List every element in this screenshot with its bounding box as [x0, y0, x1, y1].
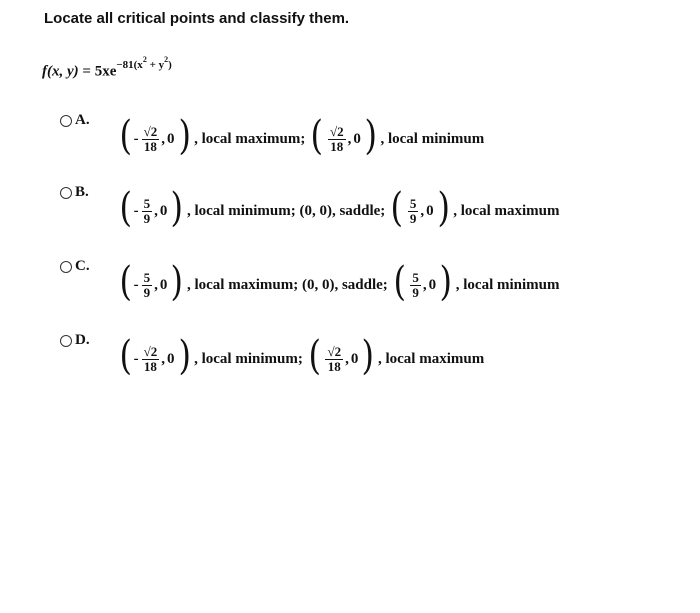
y-coordinate: 0	[167, 350, 175, 367]
question-text: Locate all critical points and classify them.	[44, 10, 350, 27]
option-b-label: B.	[75, 184, 89, 200]
sign: -	[133, 350, 139, 367]
denominator: 18	[327, 358, 341, 374]
classification-1: , local maximum;	[194, 130, 306, 147]
classification-2: , local maximum	[453, 202, 560, 219]
right-paren-icon: )	[178, 333, 191, 379]
sign: -	[133, 276, 139, 293]
denominator: 18	[143, 138, 157, 154]
option-c-label: C.	[75, 258, 90, 274]
fraction	[408, 197, 419, 225]
option-b-answer: ( - $\frac{5}{9}$ , 0 ) , local minimum; (0, 0), saddle; ( $\frac{5}{9}$ , 0 ) , local maximum	[119, 185, 560, 231]
denominator: 9	[143, 210, 151, 226]
right-paren-icon: )	[439, 259, 453, 305]
numerator: √2	[143, 343, 158, 359]
right-paren-icon: )	[361, 333, 375, 379]
left-paren-icon: (	[119, 259, 133, 305]
function-definition	[42, 55, 172, 81]
fraction	[410, 271, 421, 299]
function-exponent	[116, 55, 172, 71]
right-paren-icon: )	[170, 259, 184, 305]
fraction	[328, 125, 346, 153]
fraction	[142, 197, 153, 225]
left-paren-icon: (	[393, 259, 406, 305]
y-coordinate: 0	[426, 202, 434, 219]
y-coordinate: 0	[159, 276, 168, 293]
function-lhs: f(x, y)	[42, 63, 79, 80]
exp-part-2: + y	[146, 58, 165, 71]
classification-1: , local minimum;	[194, 350, 303, 367]
radio-d-icon[interactable]	[60, 335, 72, 347]
option-c-answer: ( - $\frac{5}{9}$ , 0 ) , local maximum; (0, 0), saddle; ( $\frac{5}{9}$ , 0 ) , local minimum	[119, 259, 560, 305]
y-coordinate: 0	[167, 130, 175, 147]
left-paren-icon: (	[390, 185, 404, 231]
y-coordinate: 0	[350, 350, 359, 367]
radio-b-icon[interactable]	[60, 187, 72, 199]
right-paren-icon: )	[364, 113, 377, 159]
fraction	[142, 345, 160, 373]
denominator: 18	[330, 138, 344, 154]
y-coordinate: 0	[353, 130, 361, 147]
left-paren-icon: (	[119, 113, 133, 159]
denominator: 9	[412, 284, 419, 300]
classification-2: , local minimum	[380, 130, 485, 147]
option-c-choice[interactable]	[60, 258, 90, 275]
right-paren-icon: )	[170, 185, 184, 231]
sign: -	[133, 202, 139, 219]
fraction	[325, 345, 343, 373]
classification-1: , local maximum; (0, 0), saddle;	[186, 276, 388, 293]
classification-2: , local maximum	[377, 350, 485, 367]
option-a-choice[interactable]	[60, 112, 90, 129]
radio-a-icon[interactable]	[60, 115, 72, 127]
numerator: 5	[143, 195, 151, 211]
classification-1: , local minimum; (0, 0), saddle;	[186, 202, 386, 219]
numerator: √2	[143, 123, 158, 139]
exp-square-1: 2	[142, 55, 147, 64]
right-paren-icon: )	[178, 113, 191, 159]
exp-part-3: )	[168, 58, 172, 71]
numerator: 5	[412, 269, 419, 285]
numerator: √2	[327, 343, 342, 359]
radio-c-icon[interactable]	[60, 261, 72, 273]
exp-part-1: −81(x	[116, 58, 143, 71]
right-paren-icon: )	[437, 185, 450, 231]
option-b-choice[interactable]	[60, 184, 89, 201]
option-d-label: D.	[75, 332, 90, 348]
function-eq: = 5xe	[78, 63, 117, 80]
y-coordinate: 0	[159, 202, 168, 219]
denominator: 18	[143, 358, 157, 374]
option-d-answer: ( - $\frac{√2}{18}$ , 0 ) , local minimum; ( $\frac{√2}{18}$ , 0 ) , local maximum	[119, 333, 485, 379]
denominator: 9	[143, 284, 151, 300]
numerator: 5	[409, 195, 417, 211]
fraction	[142, 271, 153, 299]
left-paren-icon: (	[310, 113, 324, 159]
option-a-answer: ( - $\frac{√2}{18}$ , 0 ) , local maximum; ( $\frac{√2}{18}$ , 0 ) , local minimum	[119, 113, 485, 159]
classification-2: , local minimum	[455, 276, 560, 293]
numerator: 5	[143, 269, 151, 285]
numerator: √2	[329, 123, 344, 139]
exp-square-2: 2	[164, 55, 169, 64]
left-paren-icon: (	[119, 333, 133, 379]
sign: -	[133, 130, 139, 147]
left-paren-icon: (	[119, 185, 133, 231]
denominator: 9	[409, 210, 417, 226]
option-d-choice[interactable]	[60, 332, 90, 349]
option-a-label: A.	[75, 112, 90, 128]
left-paren-icon: (	[308, 333, 321, 379]
y-coordinate: 0	[428, 276, 437, 293]
fraction	[142, 125, 160, 153]
